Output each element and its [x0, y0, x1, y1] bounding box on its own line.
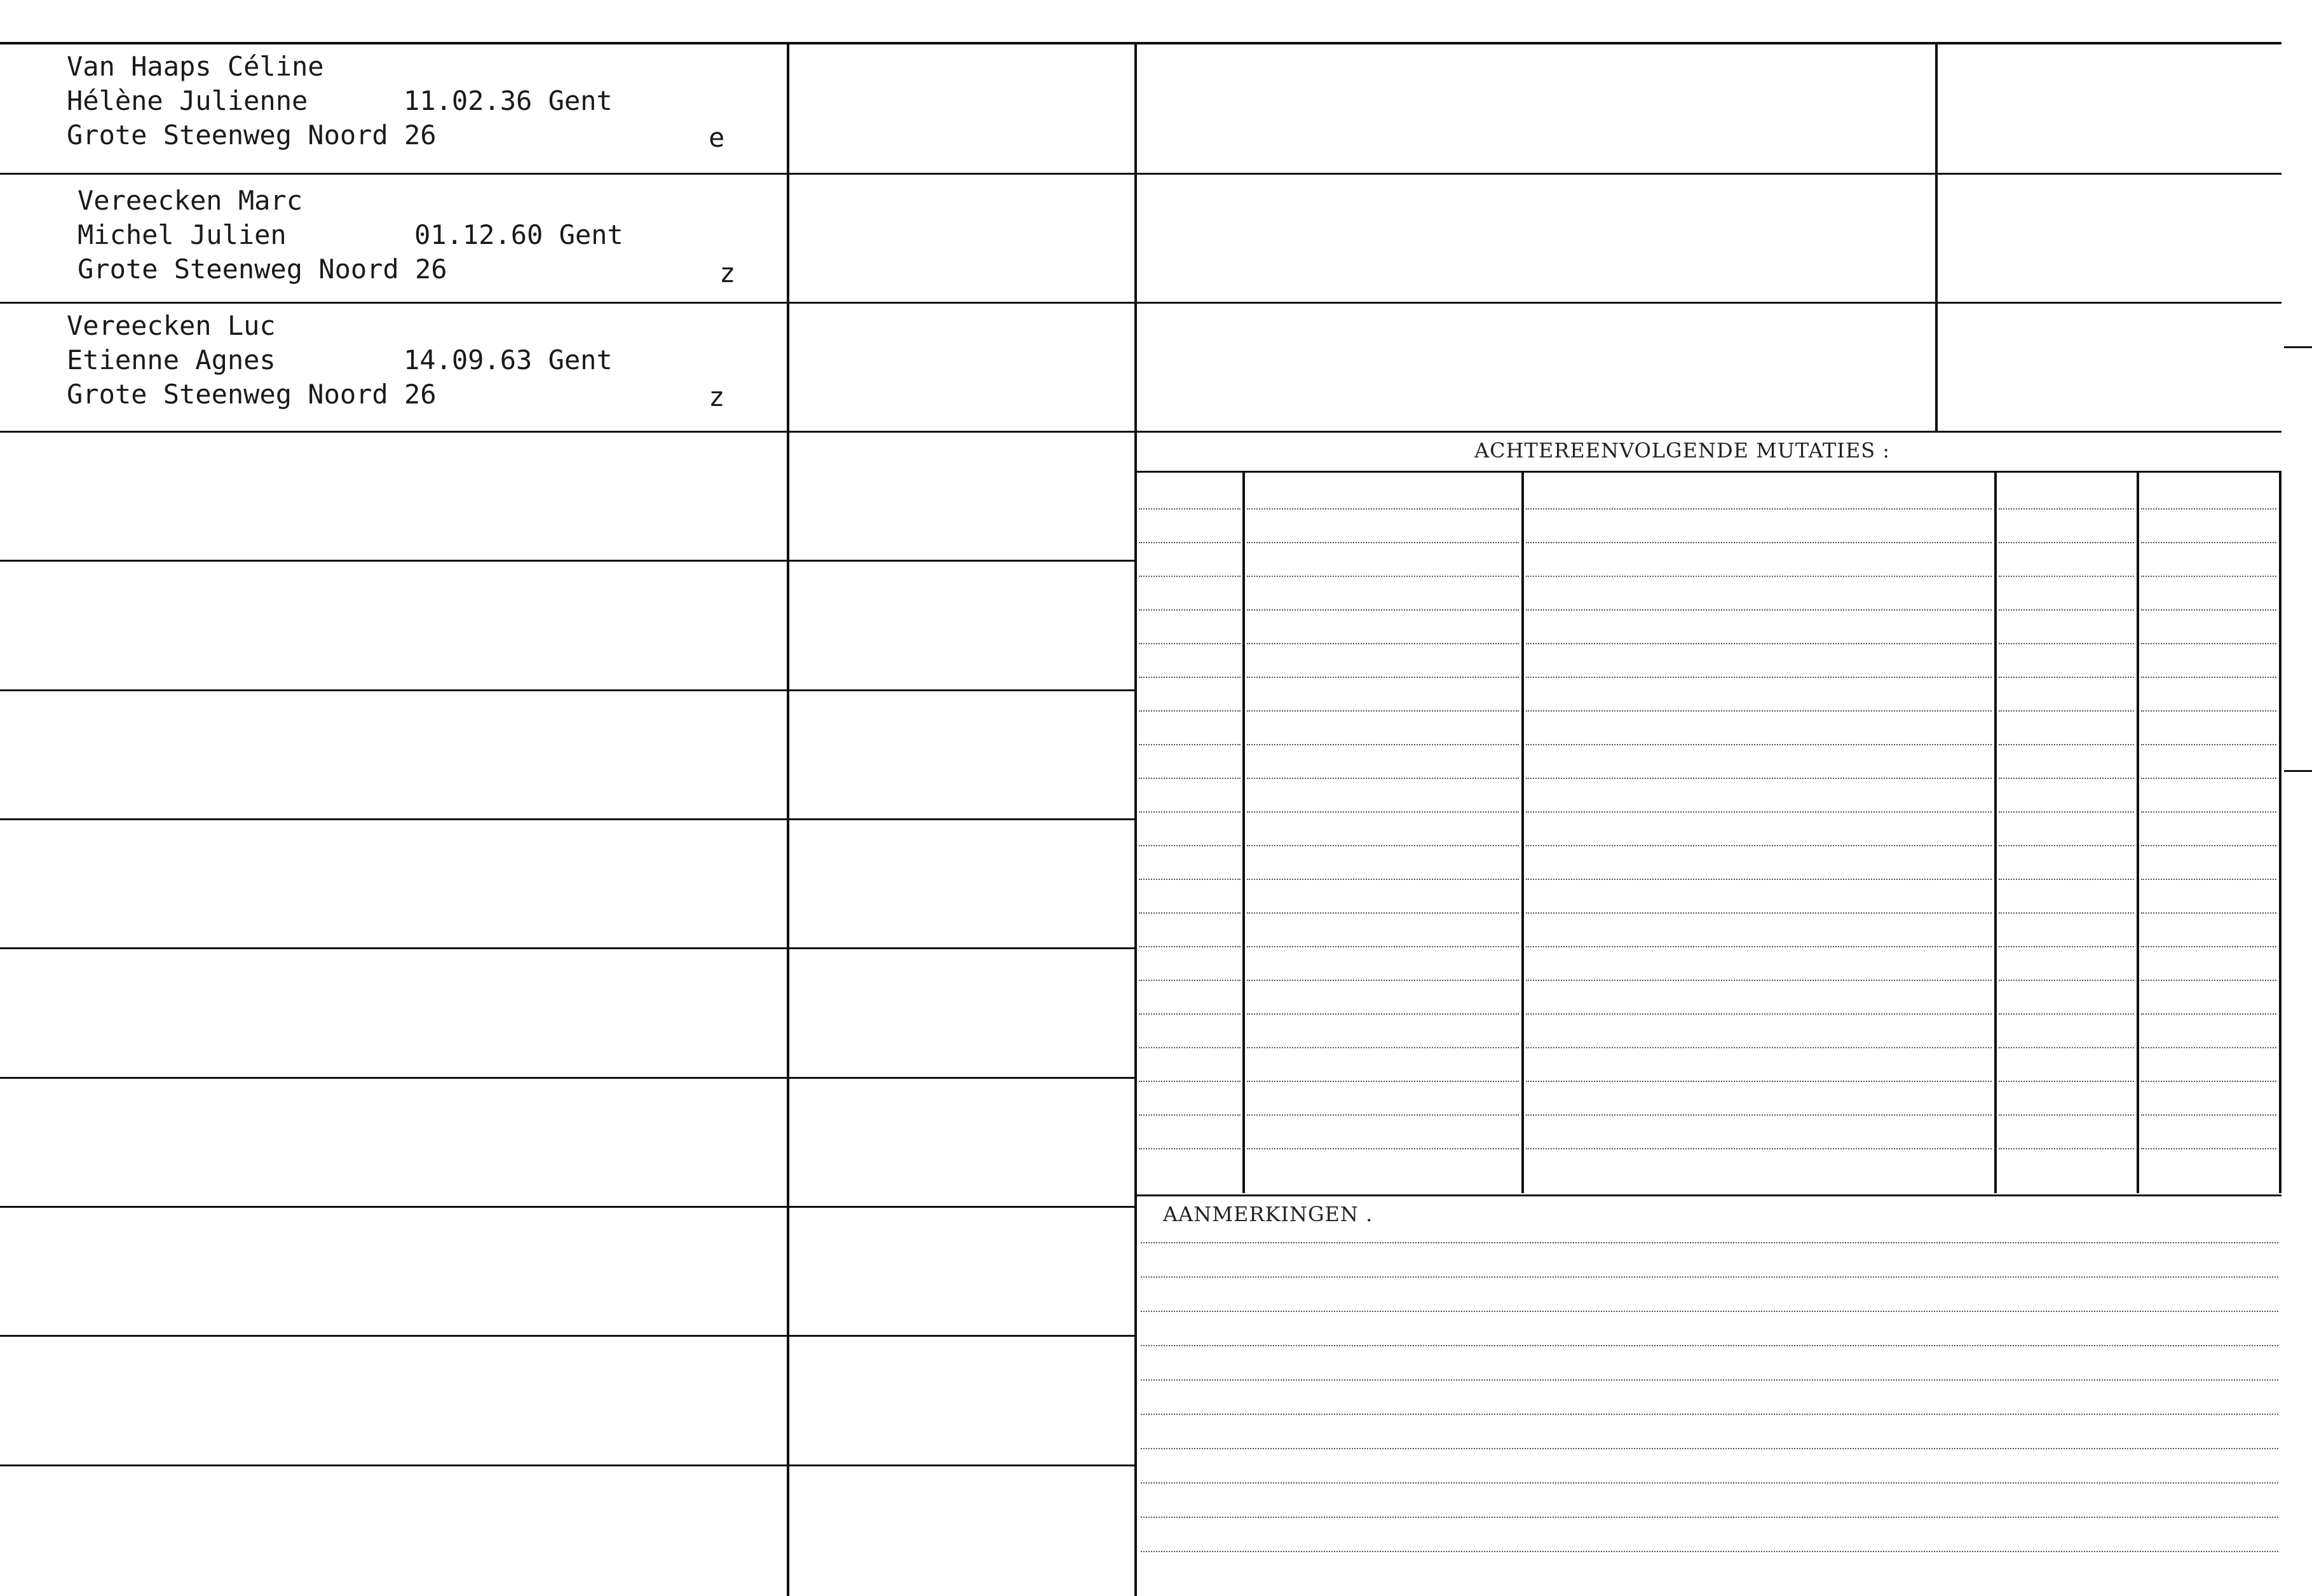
- mutations-ruled-line: [1526, 677, 1992, 678]
- mutations-ruled-line: [1999, 980, 2134, 981]
- mutations-ruled-line: [1526, 710, 1992, 712]
- mutations-ruled-line: [2141, 643, 2276, 644]
- mutations-ruled-line: [2141, 946, 2276, 947]
- entry-surname-line: Vereecken Luc: [67, 310, 276, 341]
- mutations-ruled-line: [1247, 609, 1519, 611]
- mutations-ruled-line: [2141, 744, 2276, 745]
- remarks-ruled-line: [1141, 1448, 2278, 1449]
- mutations-ruled-line: [1139, 1081, 1241, 1082]
- mutations-ruled-line: [1247, 508, 1519, 510]
- row-separator: [0, 1335, 1134, 1337]
- mutations-ruled-line: [1247, 710, 1519, 712]
- mutations-ruled-line: [1139, 609, 1241, 611]
- top-border: [0, 42, 2281, 44]
- mutations-ruled-line: [2141, 1114, 2276, 1116]
- mutations-ruled-line: [1247, 576, 1519, 577]
- mutations-ruled-line: [1247, 845, 1519, 846]
- entry-code: z: [709, 381, 725, 412]
- mutations-ruled-line: [1247, 744, 1519, 745]
- mutations-table-top: [1137, 471, 2281, 473]
- entry-address: Grote Steenweg Noord 26: [67, 379, 437, 410]
- remarks-ruled-line: [1141, 1414, 2278, 1415]
- mutations-ruled-line: [1139, 1114, 1241, 1116]
- mutations-ruled-line: [1526, 778, 1992, 779]
- remarks-heading: AANMERKINGEN .: [1163, 1202, 1373, 1226]
- mutations-ruled-line: [1139, 576, 1241, 577]
- mutations-ruled-line: [1999, 778, 2134, 779]
- mutations-ruled-line: [1247, 1047, 1519, 1048]
- mutations-ruled-line: [1999, 811, 2134, 813]
- row-separator: [0, 560, 1134, 562]
- mutations-ruled-line: [2141, 710, 2276, 712]
- entry-surname-line: Vereecken Marc: [78, 185, 303, 216]
- mutations-col-1: [1242, 471, 1245, 1193]
- remarks-ruled-line: [1141, 1276, 2278, 1278]
- mutations-ruled-line: [1526, 845, 1992, 846]
- mutations-heading: ACHTEREENVOLGENDE MUTATIES :: [1474, 438, 1891, 463]
- mutations-ruled-line: [2141, 1047, 2276, 1048]
- mutations-ruled-line: [1526, 912, 1992, 914]
- mutations-ruled-line: [1999, 1114, 2134, 1116]
- mutations-ruled-line: [1526, 1148, 1992, 1149]
- mutations-ruled-line: [1139, 1148, 1241, 1149]
- mutations-ruled-line: [1526, 1114, 1992, 1116]
- mutations-ruled-line: [1526, 576, 1992, 577]
- mutations-ruled-line: [1526, 609, 1992, 611]
- mutations-ruled-line: [1139, 710, 1241, 712]
- right-upper-divider: [1935, 44, 1938, 431]
- mutations-ruled-line: [1999, 744, 2134, 745]
- entry-code: e: [709, 122, 725, 153]
- edge-mark: [2284, 770, 2312, 772]
- mutations-ruled-line: [1247, 1013, 1519, 1015]
- mutations-ruled-line: [1999, 1013, 2134, 1015]
- mutations-ruled-line: [1526, 946, 1992, 947]
- mutations-ruled-line: [1526, 879, 1992, 880]
- mutations-ruled-line: [2141, 778, 2276, 779]
- mutations-col-2: [1521, 471, 1524, 1193]
- mutations-ruled-line: [1526, 1013, 1992, 1015]
- mutations-ruled-line: [1247, 946, 1519, 947]
- entry-given-names: Etienne Agnes: [67, 344, 276, 375]
- edge-mark: [2284, 346, 2312, 348]
- middle-column-divider: [1134, 44, 1137, 1596]
- mutations-ruled-line: [2141, 879, 2276, 880]
- mutations-table-bottom: [1137, 1194, 2281, 1196]
- mutations-ruled-line: [1139, 542, 1241, 543]
- mutations-ruled-line: [1999, 576, 2134, 577]
- entry-address: Grote Steenweg Noord 26: [67, 119, 437, 151]
- mutations-ruled-line: [1999, 1148, 2134, 1149]
- mutations-ruled-line: [1247, 980, 1519, 981]
- mutations-ruled-line: [2141, 912, 2276, 914]
- mutations-ruled-line: [1247, 912, 1519, 914]
- remarks-ruled-line: [1141, 1379, 2278, 1381]
- mutations-ruled-line: [1999, 845, 2134, 846]
- entry-code: z: [719, 257, 736, 288]
- mutations-ruled-line: [1526, 508, 1992, 510]
- mutations-ruled-line: [1999, 609, 2134, 611]
- mutations-ruled-line: [1526, 1081, 1992, 1082]
- mutations-ruled-line: [1139, 879, 1241, 880]
- row-separator: [0, 1464, 1134, 1466]
- remarks-ruled-line: [1141, 1311, 2278, 1312]
- mutations-ruled-line: [1139, 912, 1241, 914]
- mutations-ruled-line: [2141, 811, 2276, 813]
- row-separator: [0, 818, 1134, 820]
- right-row-separator: [1137, 173, 2281, 175]
- entry-birth: 01.12.60 Gent: [414, 219, 623, 250]
- mutations-ruled-line: [1247, 643, 1519, 644]
- mutations-ruled-line: [1247, 1148, 1519, 1149]
- resident-entry: [0, 181, 788, 308]
- mutations-ruled-line: [1526, 643, 1992, 644]
- mutations-ruled-line: [1139, 744, 1241, 745]
- mutations-ruled-line: [2141, 845, 2276, 846]
- entry-address: Grote Steenweg Noord 26: [78, 254, 447, 285]
- mutations-ruled-line: [1526, 811, 1992, 813]
- mutations-right-edge: [2279, 471, 2281, 1193]
- mutations-ruled-line: [1139, 845, 1241, 846]
- mutations-ruled-line: [2141, 508, 2276, 510]
- mutations-ruled-line: [1526, 1047, 1992, 1048]
- mutations-ruled-line: [2141, 1013, 2276, 1015]
- resident-entry: [0, 51, 788, 178]
- mutations-ruled-line: [1999, 508, 2134, 510]
- mutations-ruled-line: [1247, 778, 1519, 779]
- mutations-ruled-line: [1247, 542, 1519, 543]
- mutations-ruled-line: [2141, 609, 2276, 611]
- right-row-separator: [1137, 431, 2281, 433]
- mutations-ruled-line: [1999, 946, 2134, 947]
- row-separator: [0, 947, 1134, 949]
- mutations-ruled-line: [1139, 946, 1241, 947]
- mutations-ruled-line: [1999, 879, 2134, 880]
- mutations-ruled-line: [2141, 542, 2276, 543]
- remarks-ruled-line: [1141, 1517, 2278, 1518]
- row-separator: [0, 689, 1134, 691]
- right-row-separator: [1137, 302, 2281, 304]
- mutations-ruled-line: [1247, 1081, 1519, 1082]
- mutations-ruled-line: [1526, 744, 1992, 745]
- mutations-col-3: [1994, 471, 1997, 1193]
- mutations-ruled-line: [1139, 1013, 1241, 1015]
- mutations-ruled-line: [1999, 542, 2134, 543]
- mutations-ruled-line: [2141, 980, 2276, 981]
- mutations-ruled-line: [1526, 980, 1992, 981]
- mutations-ruled-line: [2141, 1148, 2276, 1149]
- mutations-ruled-line: [2141, 1081, 2276, 1082]
- mutations-ruled-line: [2141, 677, 2276, 678]
- mutations-ruled-line: [1139, 778, 1241, 779]
- mutations-ruled-line: [1139, 677, 1241, 678]
- mutations-ruled-line: [1247, 811, 1519, 813]
- mutations-ruled-line: [1247, 677, 1519, 678]
- mutations-ruled-line: [1526, 542, 1992, 543]
- entry-birth: 11.02.36 Gent: [404, 85, 613, 116]
- entry-given-names: Michel Julien: [78, 219, 287, 250]
- mutations-ruled-line: [1247, 1114, 1519, 1116]
- mutations-ruled-line: [1139, 1047, 1241, 1048]
- mutations-ruled-line: [1139, 508, 1241, 510]
- remarks-ruled-line: [1141, 1242, 2278, 1243]
- remarks-ruled-line: [1141, 1551, 2278, 1552]
- resident-entry: [0, 310, 788, 437]
- mutations-ruled-line: [1999, 677, 2134, 678]
- mutations-ruled-line: [1139, 643, 1241, 644]
- mutations-col-4: [2137, 471, 2139, 1193]
- mutations-ruled-line: [1999, 1047, 2134, 1048]
- mutations-ruled-line: [1139, 980, 1241, 981]
- mutations-ruled-line: [1139, 811, 1241, 813]
- mutations-ruled-line: [2141, 576, 2276, 577]
- mutations-ruled-line: [1999, 643, 2134, 644]
- remarks-ruled-line: [1141, 1345, 2278, 1346]
- row-separator: [0, 1206, 1134, 1208]
- mutations-ruled-line: [1999, 1081, 2134, 1082]
- mutations-ruled-line: [1999, 710, 2134, 712]
- row-separator: [0, 1077, 1134, 1079]
- entry-birth: 14.09.63 Gent: [404, 344, 613, 375]
- entry-surname-line: Van Haaps Céline: [67, 51, 324, 82]
- entry-given-names: Hélène Julienne: [67, 85, 308, 116]
- mutations-ruled-line: [1999, 912, 2134, 914]
- mutations-ruled-line: [1247, 879, 1519, 880]
- remarks-ruled-line: [1141, 1482, 2278, 1484]
